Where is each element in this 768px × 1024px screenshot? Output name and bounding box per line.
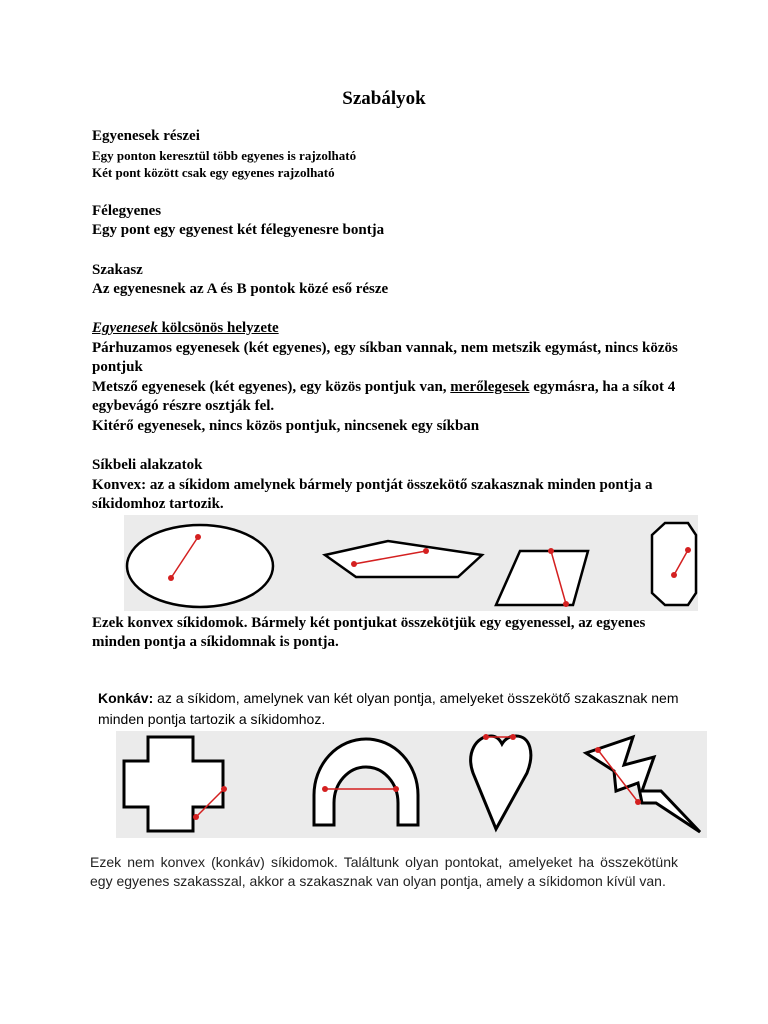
heading-egyenesek-reszei: Egyenesek részei bbox=[92, 128, 200, 144]
pentagon-point-b bbox=[423, 548, 429, 554]
text-kitero: Kitérő egyenesek, nincs közös pontjuk, nincsenek egy síkban bbox=[92, 418, 480, 434]
heart-shape bbox=[471, 736, 531, 829]
text-konkav-body: az a síkidom, amelynek van két olyan pontja, amelyeket összekötő szakasznak nem minden pontja tartozik a síkidomhoz. bbox=[98, 690, 679, 727]
heading-helyzete-em: Egyenesek bbox=[92, 320, 158, 336]
heading-helyzete bbox=[92, 320, 279, 337]
ellipse-point-a bbox=[195, 534, 201, 540]
text-konkav-label: Konkáv: bbox=[98, 690, 154, 706]
parallelogram-shape bbox=[496, 551, 588, 605]
line-szakasz: Az egyenesnek az A és B pontok közé eső része bbox=[92, 281, 389, 297]
text-konkav-note: Ezek nem konvex (konkáv) síkidomok. Találtunk olyan pontokat, amelyeket ha összekötünk egy egyenes szakasszal, akkor a szakasznak van olyan pontja, amely a síkidomon kívül van. bbox=[90, 854, 678, 889]
octagon-point-b bbox=[671, 572, 677, 578]
cross-shape bbox=[124, 737, 223, 831]
line-ket-pont: Két pont között csak egy egyenes rajzolható bbox=[92, 165, 335, 180]
lightning-shape bbox=[586, 737, 700, 832]
heading-felegyenes: Félegyenes bbox=[92, 203, 162, 219]
line-egy-ponton: Egy ponton keresztül több egyenes is rajzolható bbox=[92, 148, 357, 163]
line-felegyenes: Egy pont egy egyenest két félegyenesre bontja bbox=[92, 222, 385, 238]
cross-point-a bbox=[221, 786, 227, 792]
arch-shape bbox=[314, 739, 418, 825]
parallelogram-point-a bbox=[548, 548, 554, 554]
text-metszo-post: egymásra, ha a síkot 4 egybevágó részre osztják fel. bbox=[92, 379, 676, 414]
parallelogram-point-b bbox=[563, 601, 569, 607]
heading-szakasz: Szakasz bbox=[92, 262, 143, 278]
text-konkav bbox=[98, 688, 698, 730]
arch-point-a bbox=[322, 786, 328, 792]
convex-shapes-panel bbox=[124, 515, 698, 611]
pentagon-point-a bbox=[351, 561, 357, 567]
octagon-shape bbox=[652, 523, 696, 605]
octagon-point-a bbox=[685, 547, 691, 553]
text-metszo-ul: merőlegesek bbox=[450, 379, 530, 395]
text-metszo-pre: Metsző egyenesek (két egyenes), egy közös pontjuk van, bbox=[92, 379, 451, 395]
text-parhuzamos: Párhuzamos egyenesek (két egyenes), egy síkban vannak, nem metszik egymást, nincs közös pontjuk bbox=[92, 340, 678, 375]
concave-shapes-figure bbox=[116, 731, 707, 838]
heading-sikbeli: Síkbeli alakzatok bbox=[92, 457, 203, 473]
heart-point-a bbox=[483, 734, 489, 740]
convex-shapes-figure bbox=[124, 515, 698, 611]
arch-point-b bbox=[393, 786, 399, 792]
concave-shapes-panel bbox=[116, 731, 707, 838]
heading-helyzete-rest: kölcsönös helyzete bbox=[157, 320, 279, 336]
pentagon-shape bbox=[325, 541, 482, 577]
page-title: Szabályok bbox=[342, 88, 426, 109]
text-metszo bbox=[92, 378, 692, 416]
lightning-point-a bbox=[595, 747, 601, 753]
ellipse-point-b bbox=[168, 575, 174, 581]
heart-point-b bbox=[510, 734, 516, 740]
lightning-point-b bbox=[635, 799, 641, 805]
text-konvex-note: Ezek konvex síkidomok. Bármely két pontjukat összekötjük egy egyenessel, az egyenes minden pontja a síkidomnak is pontja. bbox=[92, 615, 646, 650]
cross-point-b bbox=[193, 814, 199, 820]
text-konvex: Konvex: az a síkidom amelynek bármely pontját összekötő szakasznak minden pontja a síkidomhoz tartozik. bbox=[92, 477, 653, 512]
